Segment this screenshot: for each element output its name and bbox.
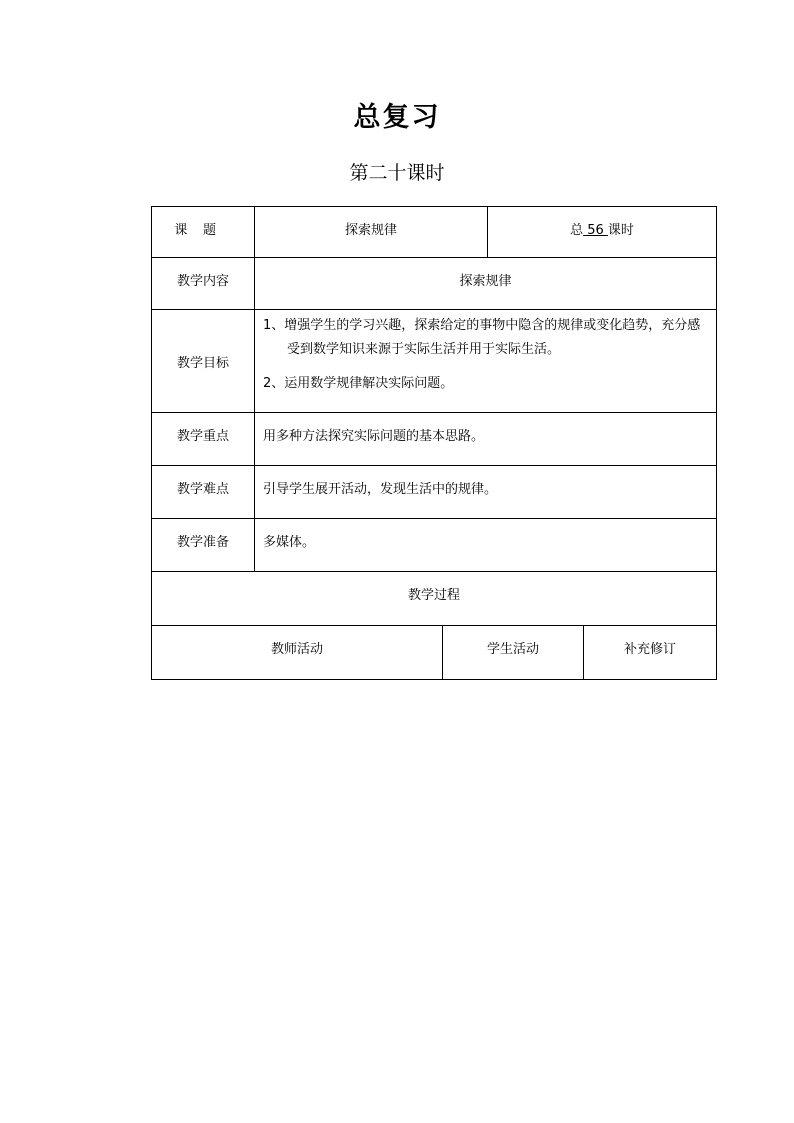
lesson-count-prefix: 总 bbox=[570, 223, 584, 238]
lesson-count-suffix: 课时 bbox=[607, 223, 634, 238]
objective-item-1: 1、增强学生的学习兴趣，探索给定的事物中隐含的规律或变化趋势，充分感受到数学知识来源于实际生活并用于实际生活。 bbox=[263, 318, 701, 357]
process-label: 教学过程 bbox=[152, 572, 717, 626]
key-point-value: 用多种方法探究实际问题的基本思路。 bbox=[255, 413, 717, 466]
topic-value: 探索规律 bbox=[255, 207, 488, 258]
content-value: 探索规律 bbox=[255, 258, 717, 310]
topic-row bbox=[152, 207, 717, 258]
objective-item-2: 2、运用数学规律解决实际问题。 bbox=[263, 376, 454, 391]
difficulty-row bbox=[152, 466, 717, 519]
objectives-cell bbox=[255, 310, 717, 413]
revision-header: 补充修订 bbox=[584, 626, 717, 680]
document-title: 总复习 bbox=[353, 102, 441, 133]
document-subtitle: 第二十课时 bbox=[349, 162, 445, 184]
difficulty-value: 引导学生展开活动，发现生活中的规律。 bbox=[255, 466, 717, 519]
student-activity-header: 学生活动 bbox=[443, 626, 584, 680]
objectives-label: 教学目标 bbox=[152, 310, 255, 413]
lesson-count-cell bbox=[488, 207, 717, 258]
content-label: 教学内容 bbox=[152, 258, 255, 310]
preparation-row bbox=[152, 519, 717, 572]
lesson-plan-table bbox=[151, 206, 717, 680]
topic-label-cell bbox=[152, 207, 255, 258]
preparation-value: 多媒体。 bbox=[255, 519, 717, 572]
teacher-activity-header: 教师活动 bbox=[152, 626, 443, 680]
objectives-row bbox=[152, 310, 717, 413]
preparation-label: 教学准备 bbox=[152, 519, 255, 572]
difficulty-label: 教学难点 bbox=[152, 466, 255, 519]
topic-label: 课题 bbox=[174, 223, 232, 238]
key-point-row bbox=[152, 413, 717, 466]
content-row bbox=[152, 258, 717, 310]
process-columns-row bbox=[152, 626, 717, 680]
key-point-label: 教学重点 bbox=[152, 413, 255, 466]
process-row bbox=[152, 572, 717, 626]
lesson-count-number: 56 bbox=[583, 223, 608, 238]
